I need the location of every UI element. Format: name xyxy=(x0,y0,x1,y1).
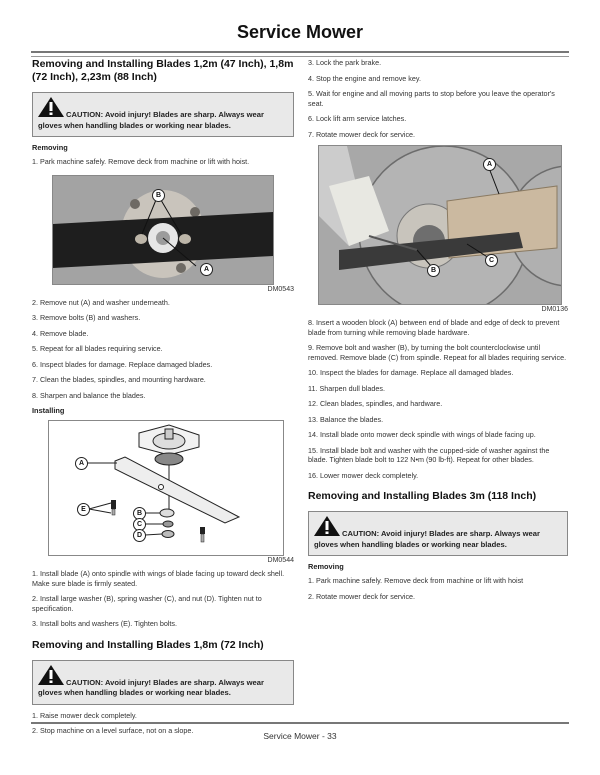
figure-caption: DM0136 xyxy=(541,306,568,313)
step: 3. Remove bolts (B) and washers. xyxy=(32,313,141,322)
step: 7. Rotate mower deck for service. xyxy=(308,129,416,139)
warning-triangle-icon xyxy=(38,665,64,689)
section-heading-blades-118: Removing and Installing Blades 3m (118 Inch) xyxy=(308,490,537,502)
step: 14. Install blade onto mower deck spindle with wings of blade facing up. xyxy=(308,430,536,439)
step: 3. Install bolts and washers (E). Tighten bolts. xyxy=(32,619,178,628)
callout-a: A xyxy=(75,457,88,470)
step: 10. Inspect the blades for damage. Replace all damaged blades. xyxy=(308,368,514,377)
step: 4. Stop the engine and remove key. xyxy=(308,73,421,83)
step: 6. Lock lift arm service latches. xyxy=(308,114,407,123)
callout-b: B xyxy=(133,507,146,520)
step: 2. Rotate mower deck for service. xyxy=(308,591,416,601)
callout-a: A xyxy=(200,263,213,276)
step: 8. Sharpen and balance the blades. xyxy=(32,390,146,400)
caution-text: CAUTION: Avoid injury! Blades are sharp. Always wear gloves when handling blades or working near blades. xyxy=(38,677,264,697)
step: 1. Install blade (A) onto spindle with wings of blade facing up toward deck shell. Make sure blade is firmly seated. xyxy=(32,569,285,588)
step: 9. Remove bolt and washer (B), by turning the bolt counterclockwise until removed. Remove blade (C) from spindle. Repeat for all blades requiring service. xyxy=(308,343,567,362)
caution-text: CAUTION: Avoid injury! Blades are sharp. Always wear gloves when handling blades or working near blades. xyxy=(314,529,540,549)
step: 2. Install large washer (B), spring washer (C), and nut (D). Tighten nut to specification. xyxy=(32,594,262,613)
step: 7. Clean the blades, spindles, and mounting hardware. xyxy=(32,375,206,384)
step: 8. Insert a wooden block (A) between end of blade and edge of deck to prevent blade from turning while removing blade hardware. xyxy=(308,318,560,337)
step: 15. Install blade bolt and washer with the cupped-side of washer against the blade. Tighten blade bolt to 122 N•m (90 lb-ft). Repeat for other blades. xyxy=(308,445,550,464)
callout-d: D xyxy=(133,529,146,542)
footer-rule xyxy=(31,722,569,724)
step: 12. Clean blades, spindles, and hardware. xyxy=(308,399,443,408)
warning-triangle-icon xyxy=(314,516,340,540)
header-rule xyxy=(31,51,569,57)
figure-caption: DM0544 xyxy=(267,557,294,564)
left-column xyxy=(32,58,294,742)
caution-box xyxy=(308,511,568,556)
page-title: Service Mower xyxy=(236,22,364,42)
step: 3. Lock the park brake. xyxy=(308,58,382,67)
callout-b: B xyxy=(152,189,165,202)
warning-triangle-icon xyxy=(38,97,64,121)
figure-caption: DM0543 xyxy=(267,285,294,293)
callout-a: A xyxy=(483,158,496,171)
callout-c: C xyxy=(133,518,146,531)
step: 1. Raise mower deck completely. xyxy=(32,710,137,720)
caution-text: CAUTION: Avoid injury! Blades are sharp. Always wear gloves when handling blades or working near blades. xyxy=(38,110,264,130)
step: 13. Balance the blades. xyxy=(308,414,384,424)
caution-box xyxy=(32,92,294,137)
installing-label: Installing xyxy=(32,406,65,415)
right-column xyxy=(308,58,568,607)
step: 2. Remove nut (A) and washer underneath. xyxy=(32,297,170,307)
page-footer: Service Mower - 33 xyxy=(263,731,337,741)
step: 6. Inspect blades for damage. Replace damaged blades. xyxy=(32,359,213,369)
callout-e: E xyxy=(77,503,90,516)
removing-label: Removing xyxy=(308,562,344,571)
step: 2. Stop machine on a level surface, not on a slope. xyxy=(32,726,194,735)
caution-box xyxy=(32,660,294,705)
callout-b: B xyxy=(427,264,440,277)
section-heading-blades-72: Removing and Installing Blades 1,8m (72 Inch) xyxy=(32,638,264,651)
step: 5. Repeat for all blades requiring service. xyxy=(32,344,163,353)
figure-dm0543 xyxy=(52,175,274,285)
step: 11. Sharpen dull blades. xyxy=(308,383,385,393)
figure-dm0136 xyxy=(318,145,562,305)
blade-assembly-diagram xyxy=(49,421,283,555)
removing-label: Removing xyxy=(32,143,68,152)
step: 1. Park machine safely. Remove deck from machine or lift with hoist. xyxy=(32,157,250,166)
step: 16. Lower mower deck completely. xyxy=(308,470,419,480)
step: 5. Wait for engine and all moving parts to stop before you leave the operator's seat. xyxy=(308,89,555,108)
figure-dm0544 xyxy=(48,420,284,556)
wooden-block-blade-photo xyxy=(319,146,561,304)
callout-c: C xyxy=(485,254,498,267)
step: 4. Remove blade. xyxy=(32,328,89,338)
step: 1. Park machine safely. Remove deck from machine or lift with hoist xyxy=(308,576,524,585)
section-heading-blades-47-72-88: Removing and Installing Blades 1,2m (47 Inch), 1,8m (72 Inch), 2,23m (88 Inch) xyxy=(32,58,294,83)
